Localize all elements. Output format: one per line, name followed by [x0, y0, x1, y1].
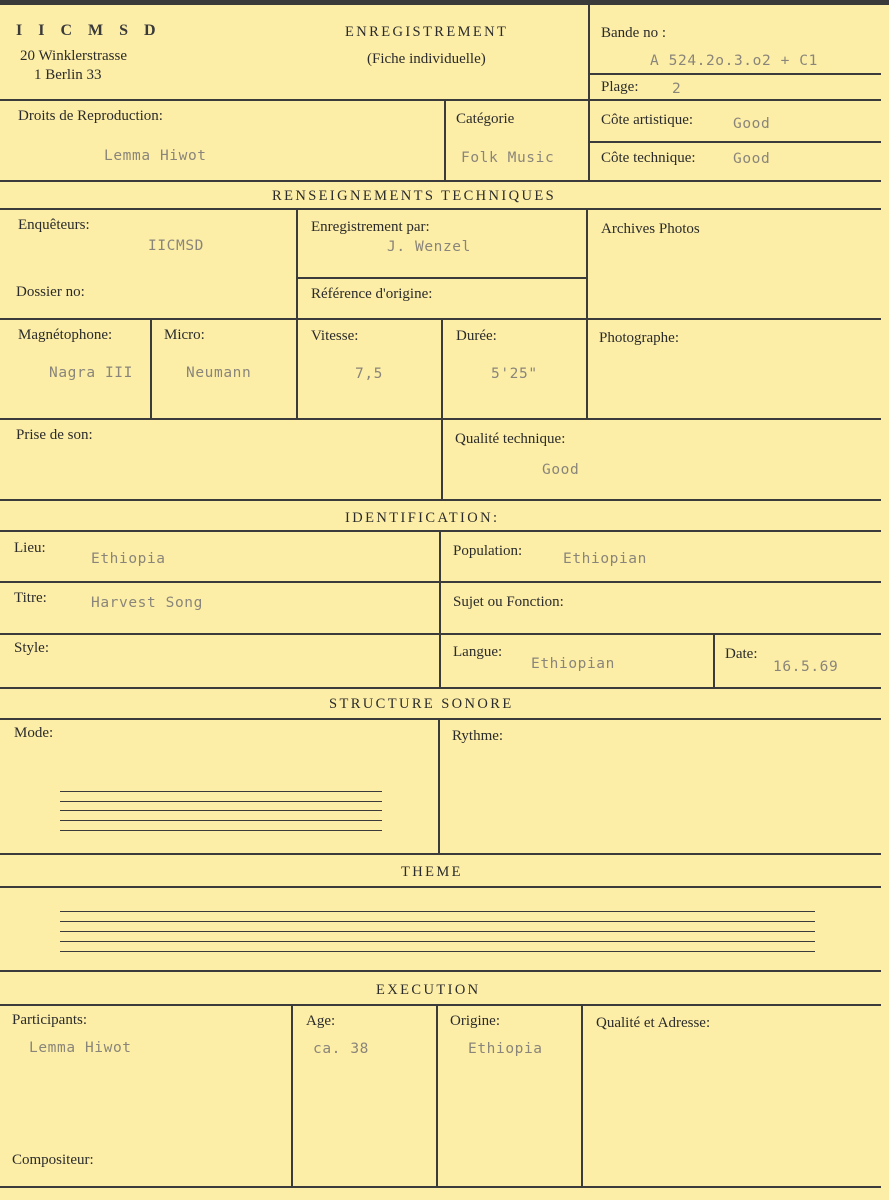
divider — [436, 1005, 438, 1186]
divider — [0, 633, 881, 635]
enqueteurs-label: Enquêteurs: — [18, 217, 90, 233]
qualite-technique-value: Good — [542, 462, 580, 478]
divider — [0, 718, 881, 720]
population-label: Population: — [453, 543, 523, 559]
divider — [0, 1186, 881, 1188]
categorie-value: Folk Music — [461, 150, 555, 166]
lieu-label: Lieu: — [14, 540, 46, 556]
divider — [439, 531, 441, 687]
divider — [0, 418, 881, 420]
micro-value: Neumann — [186, 365, 252, 381]
duree-label: Durée: — [456, 328, 497, 344]
vitesse-label: Vitesse: — [311, 328, 359, 344]
qualite-technique-label: Qualité technique: — [455, 431, 566, 447]
droits-label: Droits de Reproduction: — [18, 108, 163, 124]
enregistrement-par-label: Enregistrement par: — [311, 219, 430, 235]
date-label: Date: — [725, 646, 758, 662]
divider — [586, 209, 588, 420]
langue-label: Langue: — [453, 644, 503, 660]
divider — [588, 141, 881, 143]
cote-artistique-label: Côte artistique: — [601, 112, 694, 128]
categorie-label: Catégorie — [456, 111, 515, 127]
compositeur-label: Compositeur: — [12, 1152, 94, 1168]
participants-value: Lemma Hiwot — [29, 1040, 132, 1056]
divider — [0, 99, 881, 101]
section-title-execution: EXECUTION — [376, 982, 481, 998]
divider — [444, 100, 446, 180]
section-title-identification: IDENTIFICATION: — [345, 510, 500, 526]
date-value: 16.5.69 — [773, 659, 839, 675]
duree-value: 5'25" — [491, 366, 538, 382]
divider — [0, 1004, 881, 1006]
form-subtitle: (Fiche individuelle) — [367, 51, 486, 67]
photographe-label: Photographe: — [599, 330, 679, 346]
divider — [588, 5, 590, 181]
archives-photos-label: Archives Photos — [601, 221, 700, 237]
divider — [0, 581, 881, 583]
bande-label: Bande no : — [601, 25, 666, 41]
titre-label: Titre: — [14, 590, 47, 606]
divider — [438, 719, 440, 854]
section-title-technique: RENSEIGNEMENTS TECHNIQUES — [272, 188, 557, 204]
enqueteurs-value: IICMSD — [148, 238, 204, 254]
divider — [0, 886, 881, 888]
staff-line — [60, 951, 815, 952]
micro-label: Micro: — [164, 327, 205, 343]
divider — [581, 1005, 583, 1186]
divider — [291, 1005, 293, 1186]
prise-de-son-label: Prise de son: — [16, 427, 93, 443]
staff-line — [60, 820, 382, 821]
divider — [296, 277, 586, 279]
divider — [0, 530, 881, 532]
divider — [0, 180, 881, 182]
style-label: Style: — [14, 640, 50, 656]
origine-label: Origine: — [450, 1013, 500, 1029]
vitesse-value: 7,5 — [355, 366, 383, 382]
divider — [150, 319, 152, 419]
age-value: ca. 38 — [313, 1041, 369, 1057]
staff-line — [60, 931, 815, 932]
divider — [713, 634, 715, 688]
droits-value: Lemma Hiwot — [104, 148, 207, 164]
dossier-label: Dossier no: — [16, 284, 85, 300]
cote-technique-value: Good — [733, 151, 771, 167]
titre-value: Harvest Song — [91, 595, 203, 611]
section-title-structure: STRUCTURE SONORE — [329, 696, 514, 712]
staff-line — [60, 941, 815, 942]
staff-line — [60, 810, 382, 811]
divider — [441, 319, 443, 500]
divider — [296, 209, 298, 419]
card-top-edge — [0, 0, 889, 5]
reference-label: Référence d'origine: — [311, 286, 433, 302]
divider — [0, 208, 881, 210]
divider — [588, 73, 881, 75]
staff-line — [60, 830, 382, 831]
mode-label: Mode: — [14, 725, 54, 741]
staff-line — [60, 911, 815, 912]
divider — [0, 687, 881, 689]
address-line-2: 1 Berlin 33 — [34, 67, 102, 83]
address-line-1: 20 Winklerstrasse — [20, 48, 128, 64]
population-value: Ethiopian — [563, 551, 647, 567]
divider — [0, 499, 881, 501]
magnetophone-value: Nagra III — [49, 365, 133, 381]
cote-artistique-value: Good — [733, 116, 771, 132]
plage-value: 2 — [672, 81, 682, 97]
origine-value: Ethiopia — [468, 1041, 543, 1057]
enregistrement-par-value: J. Wenzel — [387, 239, 471, 255]
staff-line — [60, 801, 382, 802]
rythme-label: Rythme: — [452, 728, 504, 744]
section-title-theme: THEME — [401, 864, 463, 880]
plage-label: Plage: — [601, 79, 639, 95]
bande-value: A 524.2o.3.o2 + C1 — [650, 53, 818, 69]
cote-technique-label: Côte technique: — [601, 150, 696, 166]
form-title: ENREGISTREMENT — [345, 24, 509, 40]
age-label: Age: — [306, 1013, 336, 1029]
sujet-label: Sujet ou Fonction: — [453, 594, 564, 610]
institute-logo: I I C M S D — [16, 22, 162, 39]
magnetophone-label: Magnétophone: — [18, 327, 113, 343]
qualite-adresse-label: Qualité et Adresse: — [596, 1015, 711, 1031]
lieu-value: Ethiopia — [91, 551, 166, 567]
divider — [0, 970, 881, 972]
staff-line — [60, 921, 815, 922]
staff-line — [60, 791, 382, 792]
divider — [0, 853, 881, 855]
participants-label: Participants: — [12, 1012, 87, 1028]
langue-value: Ethiopian — [531, 656, 615, 672]
